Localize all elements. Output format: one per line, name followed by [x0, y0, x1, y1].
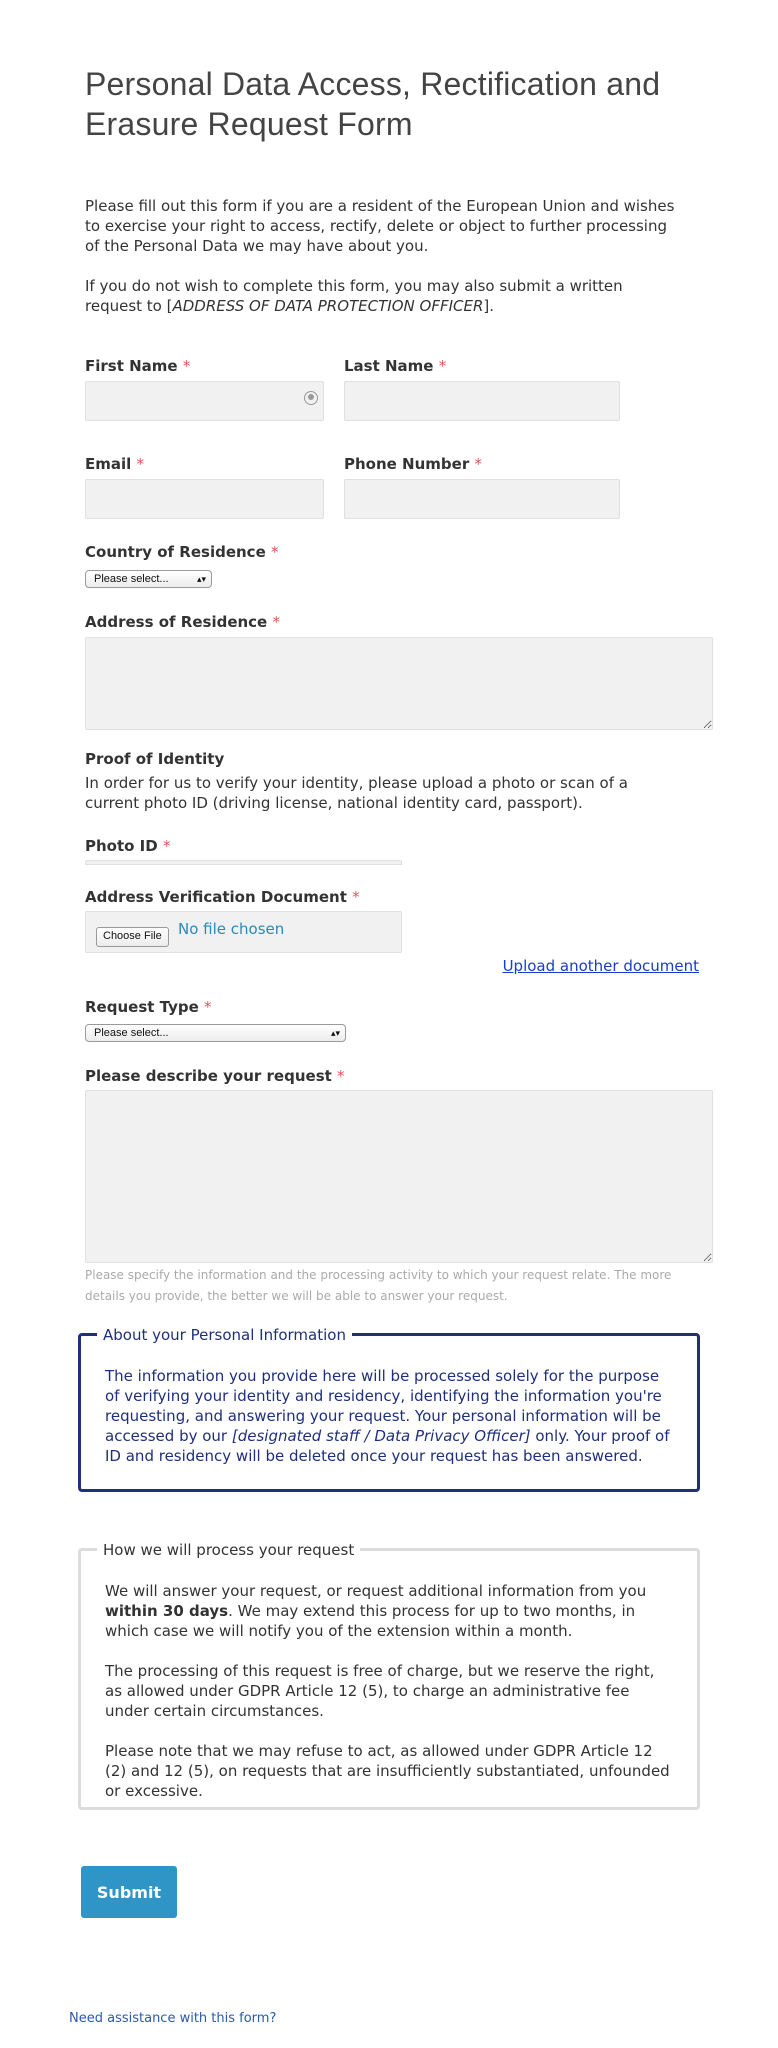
- processing-information-body: [105, 1581, 673, 1821]
- address-label: [85, 613, 280, 631]
- photo-id-upload[interactable]: [85, 860, 402, 865]
- required-asterisk: *: [438, 357, 447, 375]
- designated-staff-placeholder: [designated staff / Data Privacy Officer]: [231, 1427, 531, 1445]
- describe-request-label: [85, 1067, 345, 1085]
- phone-label-text: Phone Number: [344, 455, 470, 473]
- proof-of-identity-text: In order for us to verify your identity, please upload a photo or scan of a current photo ID (driving license, national identity card, passport).: [85, 774, 628, 812]
- proof-of-identity-heading: Proof of Identity: [85, 750, 225, 768]
- need-assistance-link[interactable]: Need assistance with this form?: [69, 2011, 277, 2026]
- first-name-wrapper: [85, 381, 324, 421]
- timeline-text: We will answer your request, or request additional information from you: [105, 1582, 647, 1600]
- describe-request-hint: Please specify the information and the processing activity to which your request relate. The more details you provide, the better we will be able to answer your request.: [85, 1268, 672, 1303]
- intro-prefix: If you do not wish to complete this form, you may also submit a written request to [: [85, 277, 623, 315]
- required-asterisk: *: [270, 543, 279, 561]
- required-asterisk: *: [352, 888, 360, 906]
- required-asterisk: *: [474, 455, 482, 473]
- submit-button[interactable]: Submit: [81, 1866, 177, 1918]
- request-type-selected-value: Please select...: [94, 1027, 169, 1039]
- required-asterisk: *: [337, 1067, 345, 1085]
- processing-paragraph-fees: The processing of this request is free of charge, but we reserve the right, as allowed under GDPR Article 12 (5), to charge an administrative fee under certain circumstances.: [105, 1662, 655, 1720]
- email-label: [85, 455, 144, 473]
- address-doc-upload: [85, 911, 402, 953]
- upload-another-document-link[interactable]: Upload another document: [502, 957, 699, 975]
- page-title: Personal Data Access, Rectification and Erasure Request Form: [85, 66, 661, 142]
- photo-id-label: [85, 837, 170, 855]
- up-down-arrow-icon: ▴▾: [330, 1028, 340, 1038]
- request-type-label-text: Request Type: [85, 998, 199, 1016]
- personal-information-notice-title: About your Personal Information: [97, 1325, 352, 1345]
- first-name-label-text: First Name: [85, 357, 178, 375]
- required-asterisk: *: [182, 357, 191, 375]
- required-asterisk: *: [204, 998, 212, 1016]
- intro-paragraph: Please fill out this form if you are a resident of the European Union and wishes to exercise your right to access, rectify, delete or object to further processing of the Personal Data we may have about you.: [85, 197, 675, 255]
- phone-label: [344, 455, 482, 473]
- country-selected-value: Please select...: [94, 573, 169, 585]
- last-name-label-text: Last Name: [344, 357, 434, 375]
- processing-information-title: How we will process your request: [97, 1540, 360, 1560]
- notice-text: The information you provide here will be processed solely for the purpose of verifying your identity and residency, identifying the information you're requesting, and answering your request. Your personal information will be accessed by our: [105, 1367, 662, 1445]
- required-asterisk: *: [272, 613, 280, 631]
- address-doc-label: [85, 888, 360, 906]
- request-type-select[interactable]: [85, 1024, 346, 1042]
- country-select[interactable]: [85, 570, 212, 588]
- describe-request-label-text: Please describe your request: [85, 1067, 332, 1085]
- email-label-text: Email: [85, 455, 132, 473]
- address-doc-label-text: Address Verification Document: [85, 888, 347, 906]
- address-textarea[interactable]: [85, 637, 713, 730]
- country-label-text: Country of Residence: [85, 543, 266, 561]
- country-label: [85, 543, 278, 561]
- required-asterisk: *: [162, 837, 171, 855]
- processing-information-box: [78, 1541, 700, 1810]
- person-icon[interactable]: [304, 391, 318, 405]
- last-name-label: [344, 357, 446, 375]
- required-asterisk: *: [136, 455, 145, 473]
- last-name-input[interactable]: [344, 381, 620, 421]
- personal-information-notice-body: [105, 1366, 673, 1466]
- email-input[interactable]: [85, 479, 324, 519]
- first-name-label: [85, 357, 190, 375]
- choose-file-button[interactable]: Choose File: [96, 927, 169, 947]
- timeline-text-end: . We may extend this process for up to two months, in which case we will notify you of the extension within a month.: [105, 1602, 636, 1640]
- photo-id-label-text: Photo ID: [85, 837, 158, 855]
- timeline-deadline: within 30 days: [105, 1602, 229, 1620]
- dpo-address-placeholder: ADDRESS OF DATA PROTECTION OFFICER: [172, 297, 484, 315]
- phone-input[interactable]: [344, 479, 620, 519]
- processing-paragraph-timeline: [105, 1581, 673, 1641]
- request-type-label: [85, 998, 212, 1016]
- up-down-arrow-icon: ▴▾: [196, 574, 206, 584]
- intro-suffix: ].: [483, 297, 494, 315]
- personal-information-notice: [78, 1326, 700, 1492]
- address-label-text: Address of Residence: [85, 613, 268, 631]
- describe-request-textarea[interactable]: [85, 1090, 713, 1263]
- intro-text: [85, 196, 675, 336]
- notice-text-end: only. Your proof of ID and residency will be deleted once your request has been answered.: [105, 1427, 670, 1465]
- no-file-chosen-text: No file chosen: [178, 920, 285, 938]
- processing-paragraph-refusal: Please note that we may refuse to act, as allowed under GDPR Article 12 (2) and 12 (5), on requests that are insufficiently substantiated, unfounded or excessive.: [105, 1742, 670, 1800]
- first-name-input[interactable]: [85, 381, 324, 421]
- intro-paragraph-alternative: [85, 276, 675, 316]
